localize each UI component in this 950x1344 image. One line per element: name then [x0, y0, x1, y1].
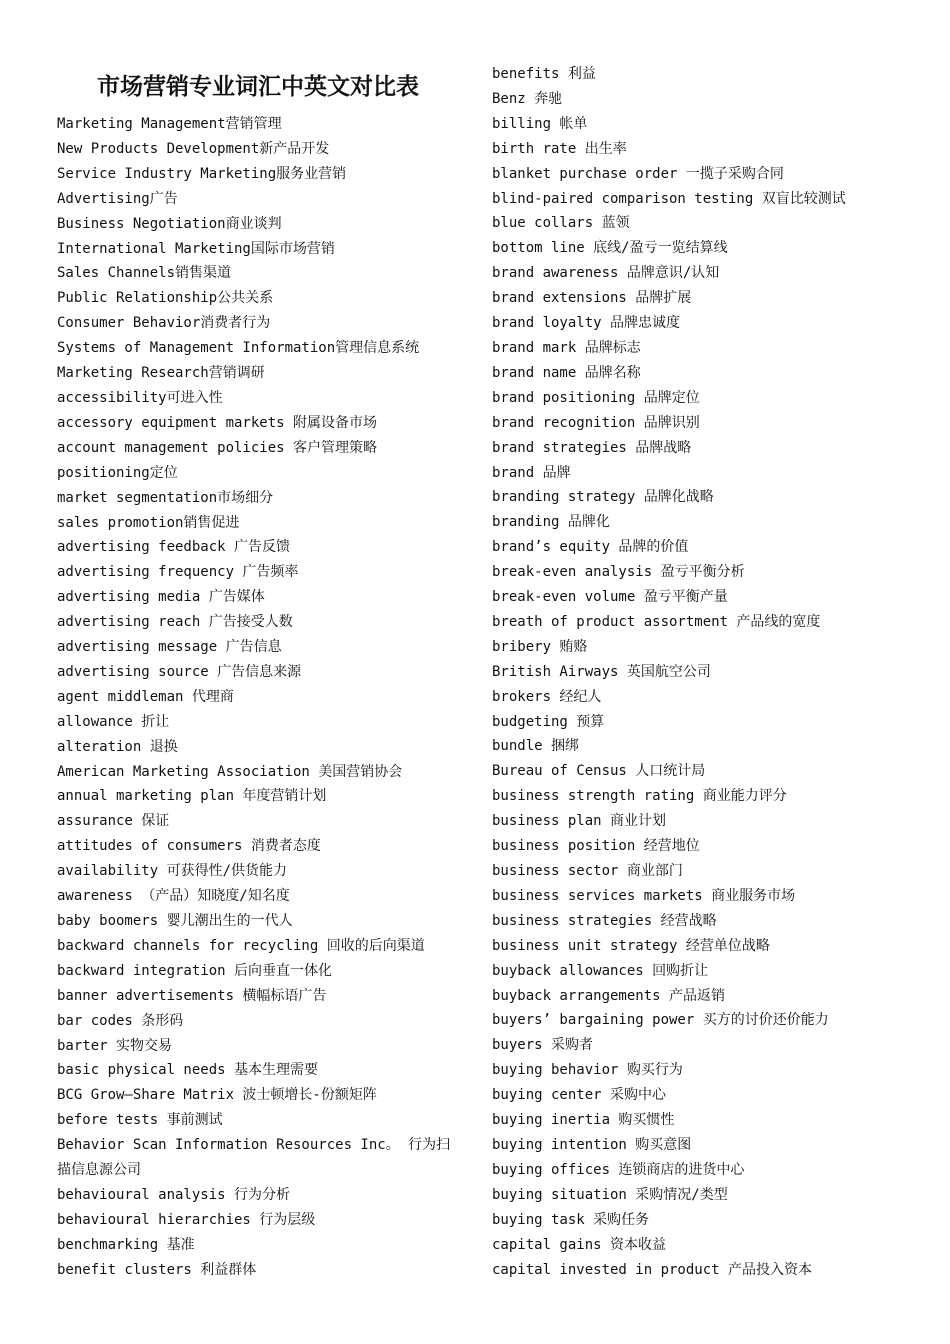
term-entry: business plan 商业计划 — [492, 813, 667, 830]
term-entry: advertising reach 广告接受人数 — [57, 614, 293, 631]
term-entry: backward channels for recycling 回收的后向渠道 — [57, 937, 425, 954]
term-entry: sales promotion销售促进 — [57, 514, 240, 531]
term-entry: brand loyalty 品牌忠诚度 — [492, 315, 681, 332]
term-entry: business sector 商业部门 — [492, 863, 683, 879]
term-entry: capital invested in product 产品投入资本 — [492, 1261, 813, 1278]
term-entry: baby boomers 婴儿潮出生的一代人 — [57, 913, 293, 929]
term-entry: blanket purchase order 一揽子采购合同 — [492, 165, 784, 182]
term-entry: breath of product assortment 产品线的宽度 — [492, 613, 821, 630]
term-entry: Advertising广告 — [57, 190, 178, 207]
term-entry: buying center 采购中心 — [492, 1087, 667, 1104]
term-entry: bar codes 条形码 — [57, 1012, 184, 1029]
term-entry: International Marketing国际市场营销 — [57, 240, 335, 257]
term-entry: benchmarking 基准 — [57, 1236, 195, 1253]
term-entry: brand awareness 品牌意识/认知 — [492, 265, 720, 282]
term-entry: advertising message 广告信息 — [57, 639, 282, 656]
term-entry: buying situation 采购情况/类型 — [492, 1186, 728, 1203]
term-entry: buyback arrangements 产品返销 — [492, 987, 726, 1004]
term-entry: account management policies 客户管理策略 — [57, 439, 378, 456]
term-entry: brand extensions 品牌扩展 — [492, 290, 692, 307]
term-entry: accessibility可进入性 — [57, 389, 223, 406]
term-entry: behavioural analysis 行为分析 — [57, 1186, 291, 1203]
term-entry: buying offices 连锁商店的进货中心 — [492, 1161, 745, 1178]
term-entry: capital gains 资本收益 — [492, 1236, 667, 1253]
term-entry: business strategies 经营战略 — [492, 912, 717, 929]
term-entry: advertising frequency 广告频率 — [57, 564, 299, 581]
term-entry: break-even analysis 盈亏平衡分析 — [492, 564, 745, 581]
term-entry: buyers’ bargaining power 买方的讨价还价能力 — [492, 1012, 829, 1029]
term-entry: brand recognition 品牌识别 — [492, 414, 700, 431]
term-entry: British Airways 英国航空公司 — [492, 663, 711, 680]
term-entry: blue collars 蓝领 — [492, 215, 630, 232]
term-entry: business strength rating 商业能力评分 — [492, 788, 787, 805]
term-entry: alteration 退换 — [57, 738, 178, 755]
term-entry: Marketing Research营销调研 — [57, 365, 265, 382]
term-entry: branding 品牌化 — [492, 514, 610, 531]
term-entry: banner advertisements 横幅标语广告 — [57, 987, 327, 1004]
term-entry: brand’s equity 品牌的价值 — [492, 539, 689, 556]
term-entry: blind-paired comparison testing 双盲比较测试 — [492, 190, 846, 207]
term-entry: basic physical needs 基本生理需要 — [57, 1062, 319, 1079]
term-entry: barter 实物交易 — [57, 1037, 173, 1054]
term-entry: budgeting 预算 — [492, 713, 605, 730]
term-entry: Benz 奔驰 — [492, 90, 563, 107]
term-entry: Bureau of Census 人口统计局 — [492, 763, 706, 780]
term-entry: bundle 捆绑 — [492, 738, 580, 755]
term-entry: brand mark 品牌标志 — [492, 339, 641, 356]
term-entry: allowance 折让 — [57, 713, 170, 730]
term-entry: accessory equipment markets 附属设备市场 — [57, 414, 378, 431]
term-entry: advertising source 广告信息来源 — [57, 663, 302, 680]
term-entry: assurance 保证 — [57, 813, 170, 830]
term-entry: benefits 利益 — [492, 66, 596, 82]
right-term-column — [492, 62, 912, 1282]
term-entry: Consumer Behavior消费者行为 — [57, 315, 271, 332]
term-entry: Behavior Scan Information Resources Inc。 行为扫描信息源公司 — [57, 1137, 451, 1179]
term-entry: Public Relationship公共关系 — [57, 290, 274, 307]
term-entry: Service Industry Marketing服务业营销 — [57, 165, 347, 182]
term-entry: Business Negotiation商业谈判 — [57, 215, 282, 232]
term-entry: behavioural hierarchies 行为层级 — [57, 1211, 316, 1228]
term-entry: buying behavior 购买行为 — [492, 1062, 683, 1079]
term-entry: Sales Channels销售渠道 — [57, 265, 232, 282]
term-entry: advertising feedback 广告反馈 — [57, 539, 291, 556]
term-entry: BCG Grow—Share Matrix 波士顿增长-份额矩阵 — [57, 1087, 377, 1104]
term-entry: benefit clusters 利益群体 — [57, 1261, 257, 1278]
term-entry: brokers 经纪人 — [492, 688, 602, 705]
term-entry: brand 品牌 — [492, 464, 571, 481]
left-term-column — [57, 112, 452, 1283]
term-entry: annual marketing plan 年度营销计划 — [57, 788, 327, 805]
term-entry: American Marketing Association 美国营销协会 — [57, 763, 403, 780]
term-entry: business position 经营地位 — [492, 838, 700, 855]
term-entry: Marketing Management营销管理 — [57, 116, 282, 132]
term-entry: attitudes of consumers 消费者态度 — [57, 838, 321, 855]
term-entry: buying intention 购买意图 — [492, 1136, 692, 1153]
document-title: 市场营销专业词汇中英文对比表 — [97, 74, 419, 100]
term-entry: business unit strategy 经营单位战略 — [492, 937, 770, 954]
term-entry: buyback allowances 回购折让 — [492, 962, 709, 979]
term-entry: agent middleman 代理商 — [57, 688, 234, 705]
term-entry: New Products Development新产品开发 — [57, 140, 330, 157]
term-entry: birth rate 出生率 — [492, 140, 627, 157]
term-entry: break-even volume 盈亏平衡产量 — [492, 589, 728, 606]
term-entry: billing 帐单 — [492, 115, 588, 132]
term-entry: business services markets 商业服务市场 — [492, 887, 796, 904]
term-entry: market segmentation市场细分 — [57, 489, 274, 506]
term-entry: Systems of Management Information管理信息系统 — [57, 340, 420, 357]
term-entry: bottom line 底线/盈亏一览结算线 — [492, 240, 728, 257]
term-entry: buying task 采购任务 — [492, 1211, 650, 1228]
term-entry: advertising media 广告媒体 — [57, 589, 265, 606]
term-entry: positioning定位 — [57, 464, 178, 481]
term-entry: branding strategy 品牌化战略 — [492, 489, 714, 506]
term-entry: availability 可获得性/供货能力 — [57, 863, 288, 880]
term-entry: bribery 贿赂 — [492, 638, 588, 655]
term-entry: brand name 品牌名称 — [492, 364, 641, 381]
term-entry: brand positioning 品牌定位 — [492, 389, 700, 406]
term-entry: brand strategies 品牌战略 — [492, 439, 692, 456]
term-entry: before tests 事前测试 — [57, 1112, 223, 1129]
term-entry: awareness （产品）知晓度/知名度 — [57, 888, 290, 905]
term-entry: backward integration 后向垂直一体化 — [57, 962, 333, 979]
term-entry: buying inertia 购买惯性 — [492, 1112, 675, 1129]
term-entry: buyers 采购者 — [492, 1037, 594, 1054]
